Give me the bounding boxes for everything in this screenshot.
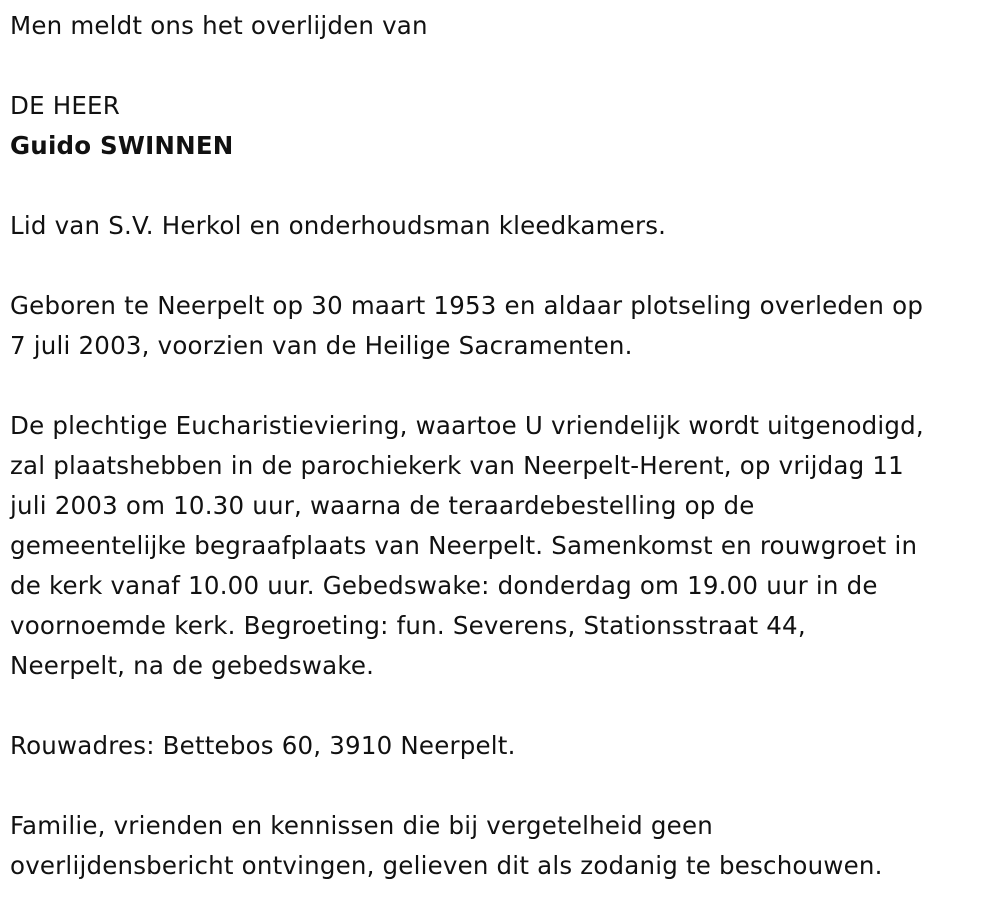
paragraph-line: zal plaatshebben in de parochiekerk van Neerpelt-Herent, op vrijdag 11 — [10, 451, 904, 480]
paragraph-line: juli 2003 om 10.30 uur, waarna de teraardebestelling op de — [10, 491, 755, 520]
deceased-title: DE HEER — [10, 91, 120, 120]
deceased-name: Guido SWINNEN — [10, 131, 234, 160]
spacer — [10, 246, 990, 286]
spacer — [10, 686, 990, 726]
paragraph-line: De plechtige Eucharistieviering, waartoe U vriendelijk wordt uitgenodigd, — [10, 411, 924, 440]
spacer — [10, 46, 990, 86]
paragraph-line: voornoemde kerk. Begroeting: fun. Severens, Stationsstraat 44, — [10, 611, 806, 640]
paragraph-line: Geboren te Neerpelt op 30 maart 1953 en aldaar plotseling overleden op — [10, 291, 924, 320]
paragraph-line: Neerpelt, na de gebedswake. — [10, 651, 375, 680]
intro-text: Men meldt ons het overlijden van — [10, 11, 428, 40]
paragraph-line: 7 juli 2003, voorzien van de Heilige Sacramenten. — [10, 331, 633, 360]
ceremony-paragraph — [10, 406, 990, 686]
spacer — [10, 166, 990, 206]
paragraph-line: overlijdensbericht ontvingen, gelieven dit als zodanig te beschouwen. — [10, 851, 883, 880]
spacer — [10, 766, 990, 806]
paragraph-line: Familie, vrienden en kennissen die bij vergetelheid geen — [10, 811, 713, 840]
closing-paragraph — [10, 806, 990, 886]
spacer — [10, 366, 990, 406]
paragraph-line: de kerk vanaf 10.00 uur. Gebedswake: donderdag om 19.00 uur in de — [10, 571, 878, 600]
birth-death-paragraph — [10, 286, 990, 366]
mourning-address: Rouwadres: Bettebos 60, 3910 Neerpelt. — [10, 731, 516, 760]
membership-text: Lid van S.V. Herkol en onderhoudsman kleedkamers. — [10, 211, 667, 240]
paragraph-line: gemeentelijke begraafplaats van Neerpelt. Samenkomst en rouwgroet in — [10, 531, 918, 560]
